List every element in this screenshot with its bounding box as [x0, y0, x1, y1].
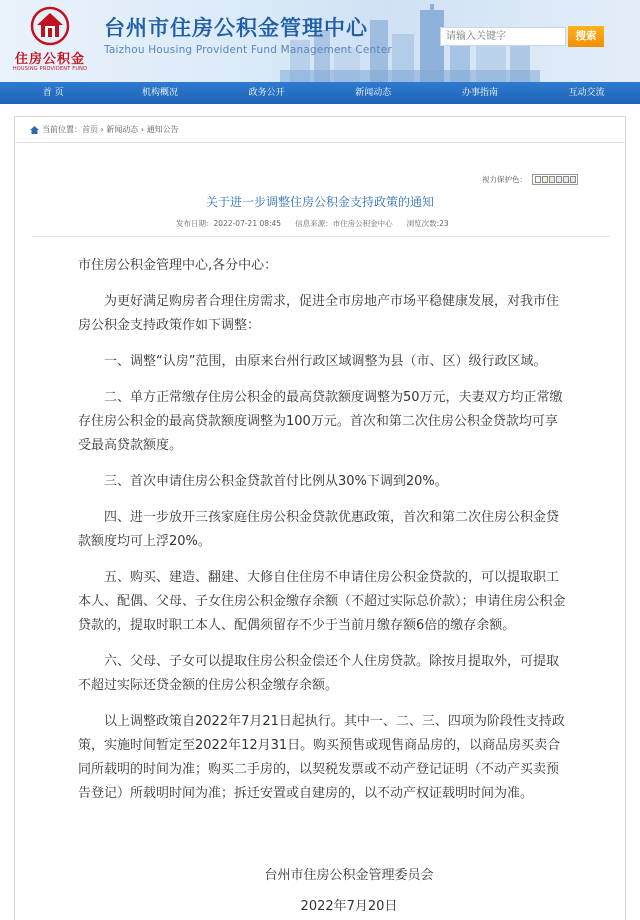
- logo-text-en: HOUSING PROVIDENT FUND: [12, 66, 88, 72]
- view-count: 浏览次数:23: [406, 219, 449, 228]
- site-header: [0, 0, 640, 82]
- article-title: 关于进一步调整住房公积金支持政策的通知: [205, 195, 434, 209]
- breadcrumb-path[interactable]: 首页 › 新闻动态 › 通知公告: [82, 125, 179, 134]
- paragraph-item-6: 六、父母、子女可以提取住房公积金偿还个人住房贷款。除按月提取外，可提取不超过实际还贷金额的住房公积金缴存余额。: [78, 654, 560, 693]
- search-button[interactable]: 搜索: [568, 26, 604, 47]
- meta-divider: [32, 236, 610, 237]
- paragraph-item-1: 一、调整“认房”范围，由原来台州行政区域调整为县（市、区）级行政区域。: [104, 354, 547, 369]
- signature: 台州市住房公积金管理委员会: [264, 868, 434, 883]
- breadcrumb-label: 当前位置：: [42, 125, 82, 134]
- logo-text-cn: 住房公积金: [14, 52, 85, 67]
- salutation: 市住房公积金管理中心,各分中心：: [78, 258, 278, 273]
- breadcrumb-divider: [14, 142, 626, 143]
- sign-date: 2022年7月20日: [300, 899, 398, 914]
- color-swatch-blue[interactable]: [556, 176, 562, 183]
- site-title: 台州市住房公积金管理中心: [104, 16, 368, 40]
- color-swatch-yellow[interactable]: [542, 176, 548, 183]
- house-logo-icon: [30, 6, 70, 46]
- paragraph-item-2: 二、单方正常缴存住房公积金的最高贷款额度调整为50万元，夫妻双方均正常缴存住房公积金的最高贷款额度调整为100万元。首次和第二次住房公积金贷款均可享受最高贷款额度。: [78, 390, 563, 453]
- paragraph-effective: 以上调整政策自2022年7月21日起执行。其中一、二、三、四项为阶段性支持政策，实施时间暂定至2022年12月31日。购买预售或现售商品房的，以商品房买卖合同所载明的时间为准；购买二手房的，以契税发票或不动产登记证明（不动产买卖预告登记）所载明时间为准；拆迁安置或自建房的，以不动产权证载明时间为准。: [78, 714, 565, 801]
- color-swatch-green[interactable]: [549, 176, 555, 183]
- article-body: [78, 254, 568, 818]
- eye-protection-label: 视力保护色：: [482, 175, 527, 184]
- home-icon: [30, 126, 39, 134]
- nav-item-organization[interactable]: 机构概况: [141, 88, 178, 98]
- nav-item-interaction[interactable]: 互动交流: [568, 88, 605, 98]
- color-swatches: [532, 174, 578, 185]
- color-swatch-gray[interactable]: [570, 176, 576, 183]
- nav-item-news[interactable]: 新闻动态: [355, 88, 392, 98]
- site-logo[interactable]: [8, 6, 92, 76]
- color-swatch-pink[interactable]: [563, 176, 569, 183]
- nav-item-home[interactable]: 首 页: [42, 88, 64, 98]
- breadcrumb: [30, 124, 179, 135]
- publish-date: 发布日期：2022-07-21 08:45: [176, 219, 282, 228]
- paragraph-item-5: 五、购买、建造、翻建、大修自住住房不申请住房公积金贷款的，可以提取职工本人、配偶、父母、子女住房公积金缴存余额（不超过实际总价款）；申请住房公积金贷款的，提取时职工本人、配偶须留存不少于当前月缴存额6倍的缴存余额。: [78, 570, 566, 633]
- site-subtitle: Taizhou Housing Provident Fund Management Center: [104, 44, 392, 56]
- search-input[interactable]: [440, 27, 566, 46]
- info-source: 信息来源：市住房公积金中心: [295, 219, 393, 228]
- article-meta: [176, 218, 449, 229]
- nav-item-government-affairs[interactable]: 政务公开: [248, 88, 285, 98]
- eye-protection-selector: [482, 174, 578, 185]
- paragraph-item-4: 四、进一步放开三孩家庭住房公积金贷款优惠政策，首次和第二次住房公积金贷款额度均可上浮20%。: [78, 510, 560, 549]
- main-nav: [0, 82, 640, 104]
- color-swatch-white[interactable]: [535, 176, 541, 183]
- nav-item-guide[interactable]: 办事指南: [461, 88, 498, 98]
- paragraph-item-3: 三、首次申请住房公积金贷款首付比例从30%下调到20%。: [104, 474, 448, 489]
- paragraph-intro: 为更好满足购房者合理住房需求，促进全市房地产市场平稳健康发展，对我市住房公积金支持政策作如下调整：: [78, 294, 560, 333]
